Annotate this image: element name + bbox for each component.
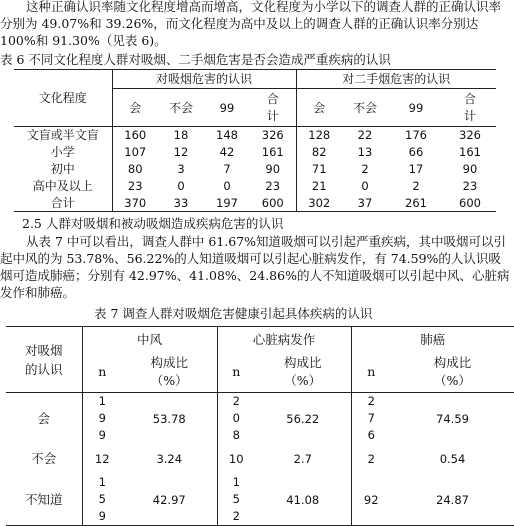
table-row [6,444,514,474]
t7-row-label: 不知道 [6,474,82,526]
table-row [14,161,496,178]
t6-row-header: 文化程度 [14,70,112,127]
t6-group-secondhand: 对二手烟危害的认识 [296,70,496,89]
t7-cell: 12 [94,452,110,466]
t7-n-header: n [217,353,255,393]
t6-cell: 0 [177,179,185,193]
t6-cell: 0 [361,179,369,193]
t7-cell: 152 [232,475,240,523]
t7-cell: 92 [363,492,379,507]
t6-cell: 18 [173,128,189,143]
t6-cell: 160 [124,128,147,143]
t6-cell: 21 [311,179,327,193]
t6-cell: 90 [250,161,296,178]
t6-cell: 2 [412,179,420,193]
t6-cell: 22 [357,128,373,143]
t7-group-heart: 心脏病发作 [217,327,351,353]
t6-sub: 不会 [158,89,204,127]
t6-row-label: 高中及以上 [14,178,112,195]
t7-group-lung: 肺癌 [420,331,446,347]
section-heading: 2.5 人群对吸烟和被动吸烟造成疾病危害的认识 [22,216,284,231]
t6-cell: 7 [223,162,231,176]
table7-caption: 表 7 调查人群对吸烟危害健康引起具体疾病的认识 [94,306,373,321]
t6-sub: 会 [296,89,342,127]
t6-cell: 326 [459,128,481,143]
t6-cell: 71 [311,162,327,176]
t7-cell: 0.54 [439,452,466,466]
t7-cell: 159 [98,475,106,523]
t7-cell: 199 [98,394,106,442]
table-row [6,474,514,526]
t6-row-label: 合计 [14,195,112,212]
t7-group-stroke: 中风 [82,327,217,353]
t6-sub: 不会 [342,89,388,127]
t6-sub: 合计 [250,89,296,127]
t6-cell: 261 [405,195,427,210]
t6-cell: 326 [250,127,296,144]
t6-cell: 600 [459,195,481,210]
t7-cell: 276 [367,394,375,442]
table-row [14,178,496,195]
paragraph-2: 从表 7 中可以看出，调查人群中 61.67%知道吸烟可以引起严重疾病，其中吸烟可以引起中风的为 53.78%、56.22%的人知道吸烟可以引起心脏病发作，有 74.59%的人认识吸烟可造成肺癌；分别有 42.97%、41.08%、24.86%的人不知道吸烟可以引起中风、心脏病发作和肺癌。 [0,234,510,300]
t6-cell: 23 [462,179,478,193]
t6-cell: 90 [462,162,478,176]
t6-sub: 会 [112,89,158,127]
t6-cell: 302 [308,195,331,210]
t6-sub: 99 [388,89,444,127]
table-row [14,144,496,161]
t6-cell: 600 [250,195,296,212]
t6-group-smoking: 对吸烟危害的认识 [112,70,296,89]
t7-cell: 3.24 [122,444,217,474]
t7-cell: 56.22 [255,393,351,445]
table-row [6,393,514,445]
t6-cell: 2 [361,162,369,176]
table6-caption: 表 6 不同文化程度人群对吸烟、二手烟危害是否会造成严重疾病的认识 [0,52,391,67]
table6 [14,69,496,212]
t6-cell: 128 [308,128,331,143]
t6-sub: 99 [204,89,250,127]
t6-sub: 合计 [444,89,496,127]
t7-pct-header: 构成比（%） [122,353,217,393]
t6-cell: 3 [177,162,185,176]
t6-cell: 13 [357,145,373,159]
t7-cell: 42.97 [122,474,217,526]
t7-cell: 53.78 [122,393,217,445]
t7-cell: 208 [232,394,240,442]
t6-cell: 370 [124,195,147,210]
t7-pct-header: 构成比（%） [391,353,514,393]
t7-pct-header: 构成比（%） [255,353,351,393]
t6-cell: 17 [408,162,424,176]
t6-cell: 37 [357,195,373,210]
t6-cell: 23 [127,179,143,193]
t6-row-label: 文盲或半文盲 [14,127,112,144]
t6-cell: 197 [216,195,238,210]
t6-cell: 12 [173,145,189,159]
t7-row-label: 会 [6,393,82,445]
t6-cell: 107 [124,145,147,159]
t7-cell: 41.08 [255,474,351,526]
t7-row-label: 不会 [6,444,82,474]
t6-cell: 66 [408,145,424,159]
t6-row-label: 初中 [14,161,112,178]
t6-cell: 161 [459,145,481,159]
table-row [14,195,496,212]
t7-n-header: n [351,353,391,393]
table7 [6,326,514,526]
intro-paragraph: 这种正确认识率随文化程度增高而增高，文化程度为小学以下的调查人群的正确认识率分别为 49.07%和 39.26%，而文化程度为高中及以上的调查人群的正确认识率分别达 100%和 91.30%（见表 6)。 [0,0,502,48]
t7-cell: 24.87 [436,492,469,507]
t6-cell: 148 [216,128,238,143]
t6-cell: 82 [311,145,327,159]
t7-n-header: n [82,353,122,393]
t6-cell: 0 [223,179,231,193]
t7-row-header: 对吸烟的认识 [6,327,82,393]
t6-cell: 176 [405,128,427,143]
t7-cell: 2 [367,452,375,466]
t6-cell: 23 [250,178,296,195]
table-row [14,127,496,144]
t7-cell: 10 [228,452,244,466]
t6-cell: 161 [250,144,296,161]
t7-cell: 2.7 [255,444,351,474]
t6-cell: 33 [173,195,189,210]
t6-row-label: 小学 [14,144,112,161]
t6-cell: 42 [219,145,235,159]
t7-cell: 74.59 [436,411,469,426]
t6-cell: 80 [127,162,143,176]
